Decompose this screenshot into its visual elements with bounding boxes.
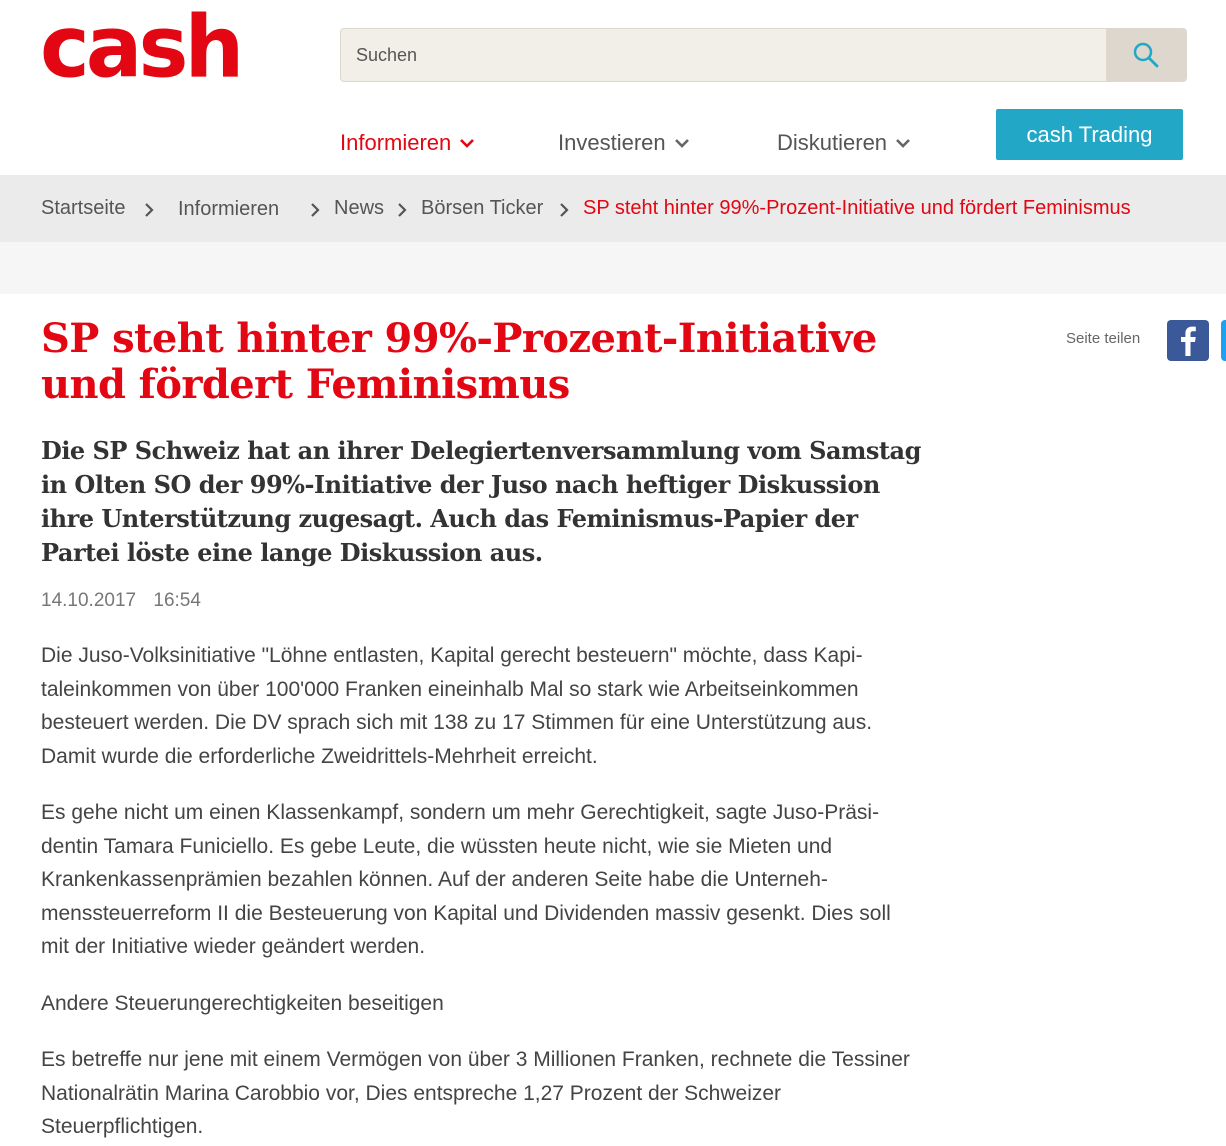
chevron-right-icon bbox=[143, 202, 155, 218]
article-paragraph: Es gehe nicht um einen Klassenkampf, sondern um mehr Gerechtigkeit, sagte Juso-Präsidentin Tamara Funiciello. Es gebe Leute, die wüssten heute nicht, wie sie Mieten und Krankenkassenprämien bezahlen können. Auf der anderen Seite habe die Unternehmenssteuerreform II die Besteuerung von Kapital und Dividenden massiv gesenkt. Dies soll mit der Initiative wieder geändert werden. bbox=[41, 801, 891, 958]
nav-item-diskutieren[interactable] bbox=[777, 126, 911, 160]
breadcrumb-item-startseite[interactable]: Startseite bbox=[41, 197, 126, 219]
search-icon bbox=[1132, 41, 1160, 69]
chevron-right-icon bbox=[309, 202, 321, 218]
twitter-share-button[interactable] bbox=[1221, 320, 1226, 361]
breadcrumb-item-news[interactable]: News bbox=[334, 197, 385, 219]
twitter-icon bbox=[1221, 320, 1226, 361]
ad-band bbox=[0, 242, 1226, 294]
share-label: Seite teilen bbox=[1066, 330, 1141, 347]
breadcrumb bbox=[0, 175, 1226, 242]
cash-logo[interactable]: cash bbox=[40, 0, 241, 97]
article-time: 16:54 bbox=[153, 590, 201, 611]
nav-item-label: Informieren bbox=[340, 130, 452, 155]
facebook-share-button[interactable] bbox=[1167, 320, 1209, 361]
breadcrumb-item-informieren[interactable]: Informieren bbox=[178, 198, 280, 220]
article-lead: Die SP Schweiz hat an ihrer Delegiertenversammlung vom Samstag in Olten SO der 99%-Initiative der Juso nach heftiger Diskussion ihre Unterstützung zugesagt. Auch das Feminismus-Papier der Partei löste eine lange Diskussion aus. bbox=[41, 436, 921, 567]
breadcrumb-item-current: SP steht hinter 99%-Prozent-Initiative und fördert Feminismus bbox=[583, 197, 1131, 219]
article-date: 14.10.2017 bbox=[41, 590, 137, 611]
article-subheading: Andere Steuerungerechtigkeiten beseitigen bbox=[41, 991, 444, 1015]
article-meta bbox=[41, 590, 921, 616]
article-title: SP steht hinter 99%-Prozent-Initiative und fördert Feminismus bbox=[41, 315, 877, 408]
article-paragraph: Die Juso-Volksinitiative "Löhne entlasten, Kapital gerecht besteuern" möchte, dass Kapitaleinkommen von über 100'000 Franken eineinhalb Mal so stark wie Arbeitseinkommen besteuert werden. Die DV sprach sich mit 138 zu 17 Stimmen für eine Unterstützung aus. Damit wurde die erforderliche Zweidrittels-Mehrheit erreicht. bbox=[41, 644, 873, 768]
nav-item-informieren[interactable] bbox=[340, 126, 475, 160]
search-button[interactable] bbox=[1106, 29, 1186, 81]
facebook-icon bbox=[1167, 320, 1209, 361]
chevron-down-icon bbox=[895, 137, 911, 149]
site-header bbox=[0, 0, 1226, 175]
article bbox=[41, 316, 921, 1144]
nav-item-label: Diskutieren bbox=[777, 130, 888, 155]
breadcrumb-item-boersen-ticker[interactable]: Börsen Ticker bbox=[421, 197, 544, 219]
nav-item-label: Investieren bbox=[558, 130, 666, 155]
chevron-down-icon bbox=[459, 137, 475, 149]
chevron-down-icon bbox=[674, 137, 690, 149]
nav-item-investieren[interactable] bbox=[558, 126, 690, 160]
search-input[interactable] bbox=[341, 29, 1107, 81]
article-body bbox=[41, 639, 921, 1144]
cash-trading-button[interactable]: cash Trading bbox=[996, 109, 1183, 160]
search-bar bbox=[340, 28, 1187, 82]
chevron-right-icon bbox=[396, 202, 408, 218]
article-paragraph: Es betreffe nur jene mit einem Vermögen von über 3 Millionen Franken, rechnete die Tessiner Nationalrätin Marina Carobbio vor, Dies entspreche 1,27 Prozent der Schweizer Steuerpflichtigen. bbox=[41, 1048, 910, 1138]
chevron-right-icon bbox=[558, 202, 570, 218]
